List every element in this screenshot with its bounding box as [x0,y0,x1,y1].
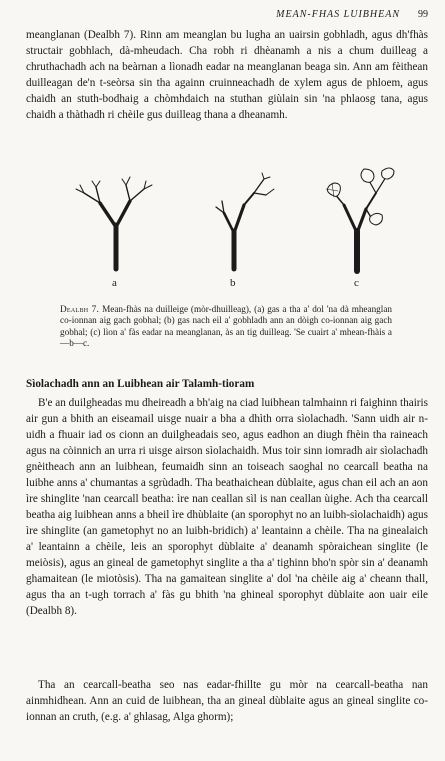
figure-label-b: b [230,277,236,289]
paragraph-3: Tha an cearcall-beatha seo nas eadar-fhillte gu mòr na cearcall-beatha nan ainmhidhean. Ann an cuid de luibhean, tha an gineal dùblaite agus an gineal singlite co-ionnan an cruth, (e.g. a' ghlasag, Alga ghorm); [26,679,428,723]
plant-a-drawing [76,177,152,269]
figure-caption [60,304,392,350]
caption-lead: Dealbh 7. [60,304,100,314]
plant-c-drawing [326,168,394,271]
page-number: 99 [418,9,428,20]
running-head-title: MEAN-FHAS LUIBHEAN [276,9,400,20]
figure-label-c: c [354,277,359,289]
figure-label-a: a [112,277,117,289]
figure-7 [26,165,428,305]
plant-b-drawing [216,173,274,269]
running-head [26,9,428,23]
caption-text: Mean-fhàs na duilleige (mòr-dhuilleag), (a) gas a tha a' dol 'na dà mheanglan co-ionnan aig gach gobhal; (b) gas nach eil a' gobhladh ann an dòigh co-ionnan aig gach gobhal; (c) lìon a' fàs eadar na meanglanan, às an tig duilleag. 'Se cuairt a' mhean-fhàis a—b—c. [60,304,392,349]
paragraph-1: meanglanan (Dealbh 7). Rinn am meanglan bu lugha an uairsin gobhladh, agus dh'fhàs structair gobhlach, dà-mheudach. Cha robh ri dhèanamh a nis a chum duilleag a chruthachadh ach na beàrnan a lìonadh eadar na meanglanan beaga sin. Ann am fèithean duilleagan de'n t-seòrsa sin tha againn cruinneachadh de xylem agus de phloem, agus chaidh an stuth-bodhaig a chòmhdaich na stuthan giùlain sin 'na phlaosg tana, agus chaidh a thàthadh ri chèile gus duilleag thana a dheanamh. [26,29,428,121]
paragraph-2: B'e an duilgheadas mu dheireadh a bh'aig na ciad luibhean talmhainn ri faighinn thairis air gun a bhith an eiseamail uisge nuair a bha a dhìth orra sìolachadh. 'Sann uidh air n-uidh a fhuair iad os cionn an duilgheadais seo, agus eadhon an diugh fhèin tha raineach agus na còinnich an urra ri uisge airson sìolachaidh. Mus toir sinn iomradh air sìolachadh gnèitheach ann an luibhean, feumaidh sinn an toiseach saoghal no cearcall beatha na luibhe anns a' chumantas a sgrùdadh. Tha beathaichean dùblaite, agus chan eil ach an aon ìre shinglite 'nan cearcall beatha: ìre nan ceallan sìl is nan ceallan ùighe. Ach tha cearcall beatha aig luibhean anns a bheil ìre dhùblaite (an sporophyt no an luibh-sìolachaidh) agus ìre shinglite (an gametophyt no an luibh-bridich) a' leantainn a chèile. Tha na ginealaich a' leantainn a chèile, leis an sporophyt dùblaite a' deanamh spòraichean singlite (le meiòsis), agus an gineal de gametophyt singlite a tha a' tighinn bho'n spòr sin a' deanamh ghamaitean (le miotòsis). Tha na gamaitean singlite a' dol 'na chèile aig a' cheann thall, agus tha an t-ugh torrach a' fàs gu bhith 'na ghineal sporophyt dùblaite aon uair eile (Dealbh 8). [26,397,428,617]
section-heading: Sìolachadh ann an Luibhean air Talamh-tioram [26,378,255,390]
branching-illustration [26,165,428,275]
